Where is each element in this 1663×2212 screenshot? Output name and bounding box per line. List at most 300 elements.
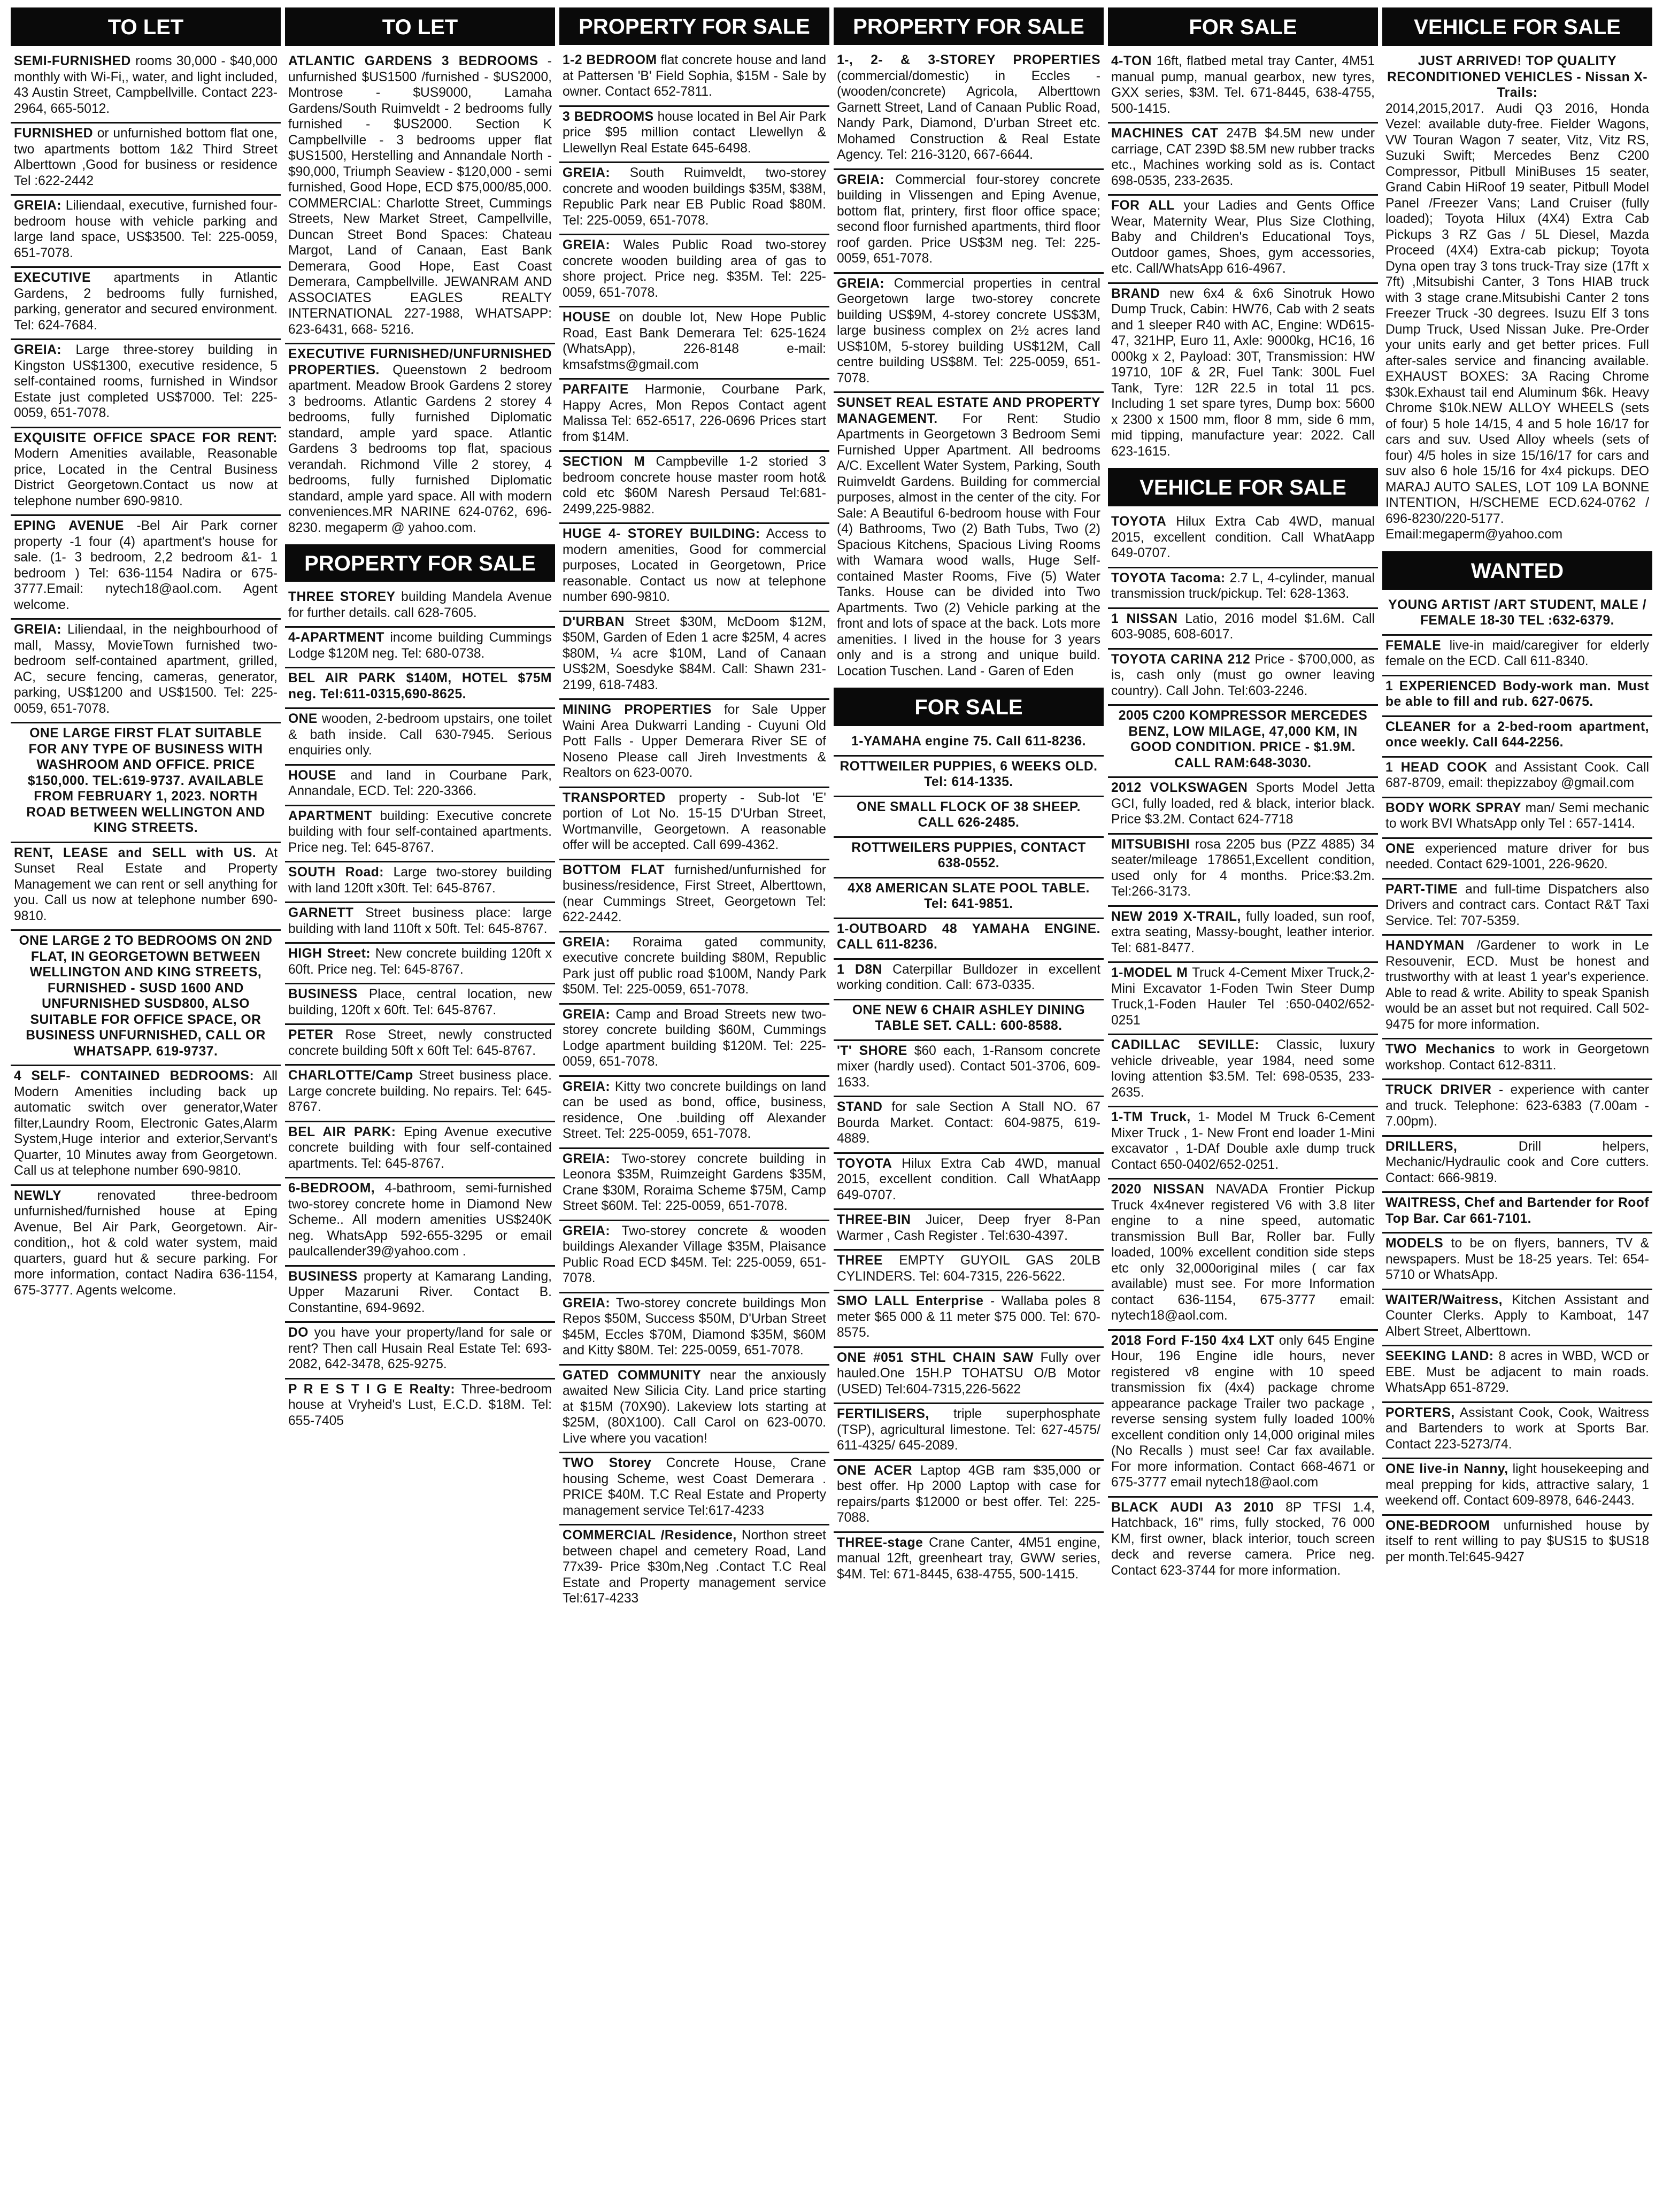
ad-lead: STAND <box>837 1100 883 1114</box>
ad-text: furnished/unfurnished for business/residence, First Street, Alberttown, (near Cummings Street, Georgetown Tel: 622-2442. <box>563 862 826 924</box>
classified-ad <box>1108 778 1378 835</box>
classified-ad <box>559 932 829 1005</box>
ad-text: Liliendaal, executive, furnished four-bedroom house with vehicle parking and large land space, US$3500. Tel: 225-0059, 651-7078. <box>14 198 278 260</box>
ad-lead: SOUTH Road: <box>288 865 384 880</box>
ad-text: Queenstown 2 bedroom apartment. Meadow Brook Gardens 2 storey 3 bedrooms. Atlantic Gardens 2 storey 4 bedrooms, fully furnished Diplomatic standard, ample yard space. Atlantic Gardens 3 bedrooms top flat, spacious verandah. Richmond Ville 2 storey, 4 bedrooms, fully furnished Diplomatic standard, ample yard space. All with modern conveniences.MR NARINE 624-0762, 696-8230. megaperm @ yahoo.com. <box>288 363 552 535</box>
ad-text: property - Sub-lot 'E' portion of Lot No. 15-15 D'Urban Street, Wortmanville, Georgetown. A reasonable offer will be accepted. Call 699-4362. <box>563 790 826 852</box>
section-header-property-for-sale: PROPERTY FOR SALE <box>285 544 555 582</box>
ad-lead: TOYOTA <box>837 1156 892 1171</box>
ad-text: Camp and Broad Streets new two-storey concrete building $60M, Cummings Lodge apartment building $120M. Tel: 225-0059, 651-7078. <box>563 1007 826 1069</box>
classified-ad <box>1108 1498 1378 1584</box>
ad-lead: FERTILISERS, <box>837 1407 929 1421</box>
ad-list <box>11 51 281 2201</box>
classified-ad <box>1108 650 1378 706</box>
ad-text: Juicer, Deep fryer 8-Pan Warmer , Cash Register . Tel:630-4397. <box>837 1213 1100 1243</box>
ad-lead: 4 SELF- CONTAINED BEDROOMS: <box>14 1069 255 1083</box>
classified-ad <box>559 163 829 235</box>
ad-lead: 1 NISSAN <box>1111 611 1178 626</box>
ad-text: only 645 Engine Hour, 196 Engine idle hours, never registered v8 engine with 10 speed transmission fix (4x4) package chrome appearance package Trailer two package , reverse sensing system fully loaded 100% excellent condition only 14,000 original miles (No Recalls ) must see! Car fax available. For more information. Contact 668-4671 or 675-3777 email nytech18@aol.com <box>1111 1333 1375 1490</box>
ad-lead: ROTTWEILERS PUPPIES, CONTACT 638-0552. <box>851 840 1086 870</box>
classified-ad <box>1108 1180 1378 1331</box>
classified-ad <box>1108 1035 1378 1107</box>
ad-text: Harmonie, Courbane Park, Happy Acres, Mon Repos Contact agent Malissa Tel: 652-6517, 226-0696 Prices start from $14M. <box>563 382 826 444</box>
classified-ad <box>559 50 829 107</box>
ad-lead: GREIA: <box>563 238 611 252</box>
ad-text: Street $30M, McDoom $12M, $50M, Garden of Eden 1 acre $25M, 4 acres $80M, ¼ acre $10M, Land of Canaan US$2M, Soesdyke $84M. Call: Shawn 231-2199, 618-7483. <box>563 614 826 692</box>
classified-ad <box>559 1525 829 1612</box>
ad-lead: GREIA: <box>837 276 885 291</box>
ad-text: you have your property/land for sale or rent? Then call Husain Real Estate Tel: 693-2082, 642-3478, 625-9275. <box>288 1325 552 1371</box>
classified-ad <box>1382 1459 1652 1516</box>
ad-lead: GREIA: <box>563 1151 611 1166</box>
classified-ad <box>1382 1516 1652 1571</box>
classified-ad <box>1382 1290 1652 1347</box>
ad-lead: ONE live-in Nanny, <box>1385 1462 1508 1476</box>
ad-lead: GARNETT <box>288 906 354 920</box>
ad-lead: ONE #051 STHL CHAIN SAW <box>837 1350 1034 1365</box>
classified-ad <box>1108 284 1378 465</box>
classified-ad <box>285 668 555 709</box>
classified-ad <box>834 393 1104 684</box>
ad-lead: SEEKING LAND: <box>1385 1349 1494 1363</box>
ad-lead: FEMALE <box>1385 638 1442 653</box>
ad-text: rooms 30,000 - $40,000 monthly with Wi-Fi,, water, and light included, 43 Austin Street, Campbellville. Contact 223-2964, 665-5012. <box>14 54 278 116</box>
ad-lead: BEL AIR PARK $140M, HOTEL $75M neg. Tel:611-0315,690-8625. <box>288 671 552 702</box>
classified-ad <box>559 1005 829 1077</box>
classified-ad <box>285 587 555 628</box>
ad-text: building: Executive concrete building with four self-contained apartments. Price neg. Tel: 645-8767. <box>288 808 552 855</box>
classified-ad <box>11 51 281 124</box>
classified-ad <box>834 797 1104 838</box>
classified-ad <box>285 1122 555 1179</box>
ad-lead: THREE STOREY <box>288 590 396 604</box>
ad-lead: BEL AIR PARK: <box>288 1124 396 1139</box>
classified-ad <box>285 1025 555 1066</box>
ad-lead: PETER <box>288 1028 334 1042</box>
ad-lead: BLACK AUDI A3 2010 <box>1111 1500 1274 1515</box>
ad-text: Crane Canter, 4M51 engine, manual 12ft, greenheart tray, GWW series, $4M. Tel: 671-8445, 638-4755, 500-1415. <box>837 1535 1100 1582</box>
classified-ad <box>1108 609 1378 650</box>
ad-text: NAVADA Frontier Pickup Truck 4x4never registered V6 with 3.8 liter engine to a nine speed, automatic transmission Bull Bar, Roller bar. Fully loaded, 100% excellent condition side steps etc only 32,000original miles ( car fax available) must see. For more Information contact 636-1154, 675-3777 email: nytech18@aol.com. <box>1111 1182 1375 1323</box>
ad-text: apartments in Atlantic Gardens, 2 bedrooms fully furnished, parking, generator and secured environment. Tel: 624-7684. <box>14 271 278 333</box>
ad-lead: 2020 NISSAN <box>1111 1182 1205 1197</box>
ad-lead: THREE-BIN <box>837 1213 911 1227</box>
ad-lead: ONE ACER <box>837 1463 912 1478</box>
classified-ad <box>1382 676 1652 717</box>
ad-lead: SUNSET REAL ESTATE AND PROPERTY MANAGEMENT. <box>837 396 1100 426</box>
ad-list <box>285 587 555 2201</box>
ad-text: to be on flyers, banners, TV & newspapers. Must be 18-25 years. Tel: 654-5710 or WhatsApp. <box>1385 1236 1649 1282</box>
classified-ad <box>285 1267 555 1323</box>
ad-lead: GREIA: <box>14 198 62 213</box>
ad-text: 4-bathroom, semi-furnished two-storey concrete home in Diamond New Scheme.. All modern amenities US$240K neg. WhatsApp 592-655-3295 or email paulcallender39@yahoo.com . <box>288 1181 552 1259</box>
classified-ad <box>11 1186 281 1304</box>
ad-lead: TWO Mechanics <box>1385 1042 1496 1057</box>
ad-lead: CLEANER for a 2-bed-room apartment, once weekly. Call 644-2256. <box>1385 719 1649 750</box>
classified-ad <box>1108 1107 1378 1180</box>
classified-ad <box>1382 595 1652 636</box>
ad-text: fully loaded, sun roof, extra seating, Massy-bought, leather interior. Tel: 681-8477. <box>1111 909 1375 955</box>
classified-ad <box>559 612 829 700</box>
classified-ad <box>285 903 555 944</box>
classified-ad <box>834 1348 1104 1405</box>
section-header-for-sale: FOR SALE <box>1108 7 1378 46</box>
ad-lead: 3 BEDROOMS <box>563 109 654 124</box>
ad-lead: JUST ARRIVED! TOP QUALITY RECONDITIONED VEHICLES - Nissan X-Trails: <box>1387 54 1648 100</box>
ad-text: new 6x4 & 6x6 Sinotruk Howo Dump Truck, Cabin: HW76, Cab with 2 seats and 1 sleeper R40 with AC, Engine: WD615-47, 321HP, Euro 11, Axle: 9000kg, HC16, 16 000kg x 2, Payload: 30T, Transmission: HW 19710, 10F & 2R, Fuel Tank: 300L Fuel Tank, Tyre: 12R 22.5 in total 11 pcs. Including 1 set spare tyres, Dump box: 5600 x 2300 x 1500 mm, floor 8 mm, side 6 mm, mid tipping, manufacture year: 2022. Call 623-1615. <box>1111 286 1375 459</box>
classified-ad <box>1382 936 1652 1039</box>
ad-lead: COMMERCIAL /Residence, <box>563 1528 737 1543</box>
classified-ad <box>11 124 281 196</box>
classified-ad <box>1382 1039 1652 1080</box>
ad-lead: HOUSE <box>288 768 336 783</box>
ad-lead: PART-TIME <box>1385 882 1458 897</box>
ad-text: and full-time Dispatchers also Drivers and contract cars. Contact R&T Taxi Service. Tel: 707-5359. <box>1385 882 1649 928</box>
classified-ad <box>559 452 829 524</box>
column-2 <box>285 7 555 2201</box>
ad-lead: WAITRESS, Chef and Bartender for Roof Top Bar. Car 661-7101. <box>1385 1196 1649 1226</box>
classified-ad <box>559 107 829 164</box>
ad-lead: 4X8 AMERICAN SLATE POOL TABLE. Tel: 641-9851. <box>848 881 1090 911</box>
ad-text: experienced mature driver for bus needed. Contact 629-1001, 226-9620. <box>1385 841 1649 872</box>
section-header-property-for-sale: PROPERTY FOR SALE <box>834 7 1104 45</box>
section-header-for-sale: FOR SALE <box>834 688 1104 726</box>
ad-text: Latio, 2016 model $1.6M. Call 603-9085, 608-6017. <box>1111 611 1375 642</box>
ad-lead: 1-TM Truck, <box>1111 1110 1191 1124</box>
ad-lead: 1 HEAD COOK <box>1385 760 1488 775</box>
classified-ad <box>559 1077 829 1149</box>
ad-text: man/ Semi mechanic to work BVI WhatsApp only Tel : 657-1414. <box>1385 800 1649 831</box>
classified-ad <box>1382 880 1652 936</box>
ad-text: Modern Amenities available, Reasonable price, Located in the Central Business District Georgetown.Contact us now at telephone number 690-9810. <box>14 446 278 508</box>
ad-list <box>1108 512 1378 2201</box>
ad-text: flat concrete house and land at Pattersen 'B' Field Sophia, $15M - Sale by owner. Contact 652-7811. <box>563 53 826 99</box>
ad-text: Roraima gated community, executive concrete building $80M, Republic Park just off public road $100M, Nandy Park $50M. Tel: 225-0059, 651-7078. <box>563 935 826 997</box>
classified-ad <box>1382 1080 1652 1137</box>
ad-lead: ONE LARGE FIRST FLAT SUITABLE FOR ANY TYPE OF BUSINESS WITH WASHROOM AND OFFICE. PRICE $150,000. TEL:619-9737. AVAILABLE FROM FEBRUARY 1, 2023. NORTH ROAD BETWEEN WELLINGTON AND KING STREETS. <box>26 726 265 835</box>
ad-lead: GREIA: <box>563 1079 611 1094</box>
ad-text: Street business place. Large concrete building. No repairs. Tel: 645-8767. <box>288 1068 552 1114</box>
classified-ad <box>559 788 829 860</box>
ad-lead: ONE NEW 6 CHAIR ASHLEY DINING TABLE SET. CALL: 600-8588. <box>852 1003 1085 1033</box>
ad-lead: 2005 C200 KOMPRESSOR MERCEDES BENZ, LOW MILAGE, 47,000 KM, IN GOOD CONDITION. PRICE - $1.9M. CALL RAM:648-3030. <box>1118 708 1368 770</box>
classified-ad <box>1382 1234 1652 1290</box>
section-header-property-for-sale: PROPERTY FOR SALE <box>559 7 829 45</box>
ad-text: renovated three-bedroom unfurnished/furnished house at Eping Avenue, Bel Air Park, Georgetown. Air-condition,, hot & cold water system, maid quarters, guard hut & secure parking. For more information, contact Nadira 636-1154, 675-3777. Agents welcome. <box>14 1188 278 1298</box>
ad-text: 1- Model M Truck 6-Cement Mixer Truck , 1- New Front end loader 1-Mini excavator , 1-DAf Double axle dump truck Contact 650-0402/652-0251. <box>1111 1110 1375 1172</box>
ad-lead: WAITER/Waitress, <box>1385 1292 1503 1307</box>
classified-ad <box>1108 196 1378 284</box>
classified-ad <box>1108 963 1378 1035</box>
ad-lead: CADILLAC SEVILLE: <box>1111 1038 1260 1052</box>
classified-ad <box>834 838 1104 878</box>
classified-ad <box>11 428 281 517</box>
ad-text: Hilux Extra Cab 4WD, manual 2015, excellent condition. Call WhatAapp 649-0707. <box>837 1156 1100 1203</box>
ad-text: -Bel Air Park corner property -1 four (4) apartment's house for sale. (1- 3 bedroom, 2,2 bedroom &1- 1 bedroom ) Tel: 636-1154 Nadira or 675-3777.Email: nytech18@aol.com. Agent welcome. <box>14 519 278 612</box>
ad-text: house located in Bel Air Park price $95 million contact Llewellyn & Llewellyn Real Estate 645-6498. <box>563 109 826 156</box>
classified-ad <box>1108 706 1378 778</box>
ad-text: on double lot, New Hope Public Road, East Bank Demerara Tel: 625-1624 (WhatsApp), 226-8148 e-mail: kmsafstms@gmail.com <box>563 310 826 372</box>
ad-lead: BOTTOM FLAT <box>563 862 665 877</box>
classified-ad <box>834 1154 1104 1211</box>
classified-ad <box>1108 568 1378 609</box>
classified-ad <box>559 700 829 788</box>
section-header-to-let: TO LET <box>11 7 281 46</box>
classified-ad <box>834 1404 1104 1461</box>
classified-ad <box>11 268 281 340</box>
ad-lead: THREE-stage <box>837 1535 923 1550</box>
ad-lead: BODY WORK SPRAY <box>1385 800 1521 815</box>
ad-lead: TRANSPORTED <box>563 790 666 805</box>
classified-ad <box>1108 124 1378 196</box>
ad-lead: BUSINESS <box>288 987 358 1001</box>
ad-text: Laptop 4GB ram $35,000 or best offer. Hp 2000 Laptop with case for repairs/parts $12000 or best offer. Tel: 225-7088. <box>837 1463 1101 1525</box>
ad-text: Place, central location, new building, 120ft x 60ft. Tel: 645-8767. <box>288 987 552 1018</box>
ad-text: for Sale Upper Waini Area Dukwarri Landing - Cuyuni Old Pott Falls - Upper Demerara River SE of Noseno Please call Jireh Investments & Realtors on 623-0070. <box>563 703 826 780</box>
ad-text: Kitchen Assistant and Counter Clerks. Apply to Kamboat, 147 Albert Street, Alberttown. <box>1385 1292 1649 1339</box>
ad-lead: 1-YAMAHA engine 75. Call 611-8236. <box>851 734 1086 749</box>
classified-ad <box>1108 51 1378 124</box>
ad-lead: MINING PROPERTIES <box>563 703 712 717</box>
classified-ad <box>11 620 281 723</box>
ad-lead: HOUSE <box>563 310 611 325</box>
ad-text: EMPTY GUYOIL GAS 20LB CYLINDERS. Tel: 604-7315, 226-5622. <box>837 1253 1100 1284</box>
ad-lead: DRILLERS, <box>1385 1139 1458 1154</box>
classified-ad <box>285 709 555 766</box>
classified-ad <box>1382 636 1652 676</box>
ad-lead: 1 D8N <box>837 962 882 977</box>
ad-lead: BUSINESS <box>288 1269 358 1284</box>
ad-text: Liliendaal, in the neighbourhood of mall, Massy, MovieTown furnished two-bedroom self-contained apartment, grilled, AC, secure fencing, cameras, generator, parking, US$1200 and US$1500. Tel: 225-0059, 651-7078. <box>14 622 278 716</box>
ad-lead: GREIA: <box>837 172 885 187</box>
classified-ad <box>834 1533 1104 1588</box>
ad-text: property at Kamarang Landing, Upper Mazaruni River. Contact B. Constantine, 694-9692. <box>288 1269 552 1315</box>
ad-lead: PARFAITE <box>563 382 629 397</box>
classified-ad <box>285 628 555 668</box>
classified-ad <box>834 1000 1104 1041</box>
ad-lead: SMO LALL Enterprise <box>837 1294 984 1308</box>
ad-lead: GREIA: <box>563 166 611 180</box>
section-header-wanted: WANTED <box>1382 551 1652 590</box>
ad-lead: 4-TON <box>1111 54 1152 68</box>
ad-text: All Modern Amenities including back up automatic switch over generator,Water filter,Laundry Room, Electronic Gates,Alarm System,Huge interior and exterior,Servant's Quarter, 10 Minutes away from Georgetown. Call us at telephone number 690-9810. <box>14 1069 278 1178</box>
ad-lead: MITSUBISHI <box>1111 837 1190 852</box>
classified-ad <box>834 731 1104 757</box>
ad-lead: GREIA: <box>563 1007 611 1022</box>
ad-text: $60 each, 1-Ransom concrete mixer (hardly used). Contact 501-3706, 609-1633. <box>837 1043 1100 1090</box>
classified-ad <box>1382 839 1652 880</box>
ad-text: Concrete House, Crane housing Scheme, west Coast Demerara . PRICE $40M. T.C Real Estate and Property management service Tel:617-4233 <box>563 1456 826 1518</box>
column-4 <box>834 7 1104 2201</box>
classified-ad <box>1382 51 1652 548</box>
ad-text: Three-bedroom house at Vryheid's Lust, E.C.D. $18M. Tel: 655-7405 <box>288 1382 552 1428</box>
ad-lead: 1-2 BEDROOM <box>563 53 657 67</box>
classified-ad <box>285 944 555 984</box>
ad-lead: EXECUTIVE FURNISHED/UNFURNISHED PROPERTIES. <box>288 347 552 377</box>
ad-text: unfurnished house by itself to rent willing to pay $US15 to $US18 per month.Tel:645-9427 <box>1385 1518 1649 1564</box>
column-3 <box>559 7 829 2201</box>
ad-text: 2014,2015,2017. Audi Q3 2016, Honda Vezel: available duty-free. Fielder Wagons, VW Touran Wagon 7 seater, Vitz, Vitz RS, Suzuki Swift; Mercedes Benz C200 Compressor, Pitbull MiniBuses 15 seater, Grand Cabin HiRoof 19 seater, Pitbull Model Panel /Freezer Vans; Land Cruiser (fully loaded); Toyota Hilux (4X4) Extra Cab Pickups 3 RZ Gas / 5L Diesel, Mazda Proceed (4X4) Extra-cab pickup; Toyota Dyna open tray 3 tons truck-Tray size (17ft x 7ft) ,Mitsubishi Canter, 3 Tons HIAB truck with 3 stage crane.Mitsubishi Canter 2 tons Freezer Truck -30 degrees. Isuzu Elf 3 tons Dump Truck, Used Nissan Juke. Pre-Order your units early and get better prices. Full after-sales service and financing available. EXHAUST BOXES: 3A Racing Chrome $30k.Exhaust tail end Aluminum $6k. Heavy Chrome $10k.NEW ALLOY WHEELS (sets of four) 5 hole 14/15, 4 and 5 hole 16/17 for cars and suv. Used Alloy wheels (sets of four) 4/5 holes in size 15/16/17 for cars and suv also 6 hole 15/16 for 4x4 pickups. DEO MARAJ AUTO SALES, LOT 109 LA BONNE INTENTION, H/SCHEME ECD.624-0762 / 696-8230/220-5177. Email:megaperm@yahoo.com <box>1385 101 1649 542</box>
classified-ad <box>11 1066 281 1186</box>
ad-text: Large two-storey building with land 120ft x30ft. Tel: 645-8767. <box>288 865 552 896</box>
ad-lead: APARTMENT <box>288 808 373 823</box>
classified-ad <box>1382 1193 1652 1234</box>
ad-text: Rose Street, newly constructed concrete building 50ft x 60ft Tel: 645-8767. <box>288 1028 552 1058</box>
ad-text: Price - $700,000, as is, cash only (must go owner leaving country). Call John. Tel:603-2246. <box>1111 652 1375 698</box>
ad-lead: 2012 VOLKSWAGEN <box>1111 781 1248 795</box>
ad-text: Eping Avenue executive concrete building with four self-contained apartments. Tel: 645-8767. <box>288 1124 552 1171</box>
ad-lead: ONE <box>288 712 318 726</box>
section-header-vehicle-for-sale: VEHICLE FOR SALE <box>1382 7 1652 46</box>
ad-lead: SEMI-FURNISHED <box>14 54 131 68</box>
ad-lead: GREIA: <box>14 343 62 357</box>
ad-lead: PORTERS, <box>1385 1405 1455 1420</box>
classified-ad <box>559 307 829 380</box>
ad-lead: EXECUTIVE <box>14 271 91 285</box>
classified-ad <box>559 524 829 612</box>
classified-ad <box>11 843 281 931</box>
classified-ad <box>834 919 1104 960</box>
classified-ad <box>285 1379 555 1435</box>
ad-text: Two-storey concrete & wooden buildings Alexander Village $35M, Plaisance Public Road ECD $45M. Tel: 225-0059, 651-7078. <box>563 1223 826 1285</box>
ad-lead: CHARLOTTE/Camp <box>288 1068 413 1083</box>
ad-lead: 1-, 2- & 3-STOREY PROPERTIES <box>837 53 1100 67</box>
classified-ad <box>834 1291 1104 1348</box>
section-header-to-let: TO LET <box>285 7 555 46</box>
ad-lead: MACHINES CAT <box>1111 126 1219 141</box>
classified-ad <box>834 1041 1104 1098</box>
ad-text: for sale Section A Stall NO. 67 Bourda Market. Contact: 604-9875, 619-4889. <box>837 1100 1100 1146</box>
ad-text: Two-storey concrete building in Leonora $35M, Ruimzeight Gardens $35M, Crane $30M, Roraima Scheme $75M, Camp Street $60M. Tel: 225-0059, 651-7078. <box>563 1151 826 1213</box>
ad-text: income building Cummings Lodge $120M neg. Tel: 680-0738. <box>288 630 552 661</box>
classified-ad <box>834 1461 1104 1533</box>
ad-lead: TWO Storey <box>563 1456 652 1470</box>
ad-text: - experience with canter and truck. Telephone: 623-6383 (7.00am - 7.00pm). <box>1385 1083 1650 1129</box>
ad-text: 8P TFSI 1.4, Hatchback, 16" rims, fully stocked, 76 000 KM, first owner, black interior, touch screen deck and reverse camera. Price neg. Contact 623-3744 for more information. <box>1111 1500 1375 1578</box>
classified-ad <box>834 170 1104 274</box>
classified-ad <box>559 380 829 452</box>
classified-ad <box>1382 1346 1652 1403</box>
ad-list <box>559 50 829 2201</box>
ad-lead: 2018 Ford F-150 4x4 LXT <box>1111 1333 1275 1348</box>
classified-ad <box>834 1097 1104 1154</box>
ad-lead: TOYOTA Tacoma: <box>1111 571 1226 585</box>
ad-lead: DO <box>288 1325 309 1340</box>
ad-lead: 6-BEDROOM, <box>288 1181 375 1196</box>
classified-ad <box>1382 798 1652 839</box>
ad-lead: P R E S T I G E Realty: <box>288 1382 456 1397</box>
ad-lead: ONE-BEDROOM <box>1385 1518 1490 1533</box>
ad-text: Caterpillar Bulldozer in excellent working condition. Call: 673-0335. <box>837 962 1100 992</box>
classified-ad <box>285 806 555 863</box>
classified-ad <box>834 274 1104 394</box>
ad-list <box>834 50 1104 684</box>
ad-lead: ONE SMALL FLOCK OF 38 SHEEP. CALL 626-2485. <box>857 799 1081 830</box>
classified-ad <box>559 1453 829 1525</box>
ad-lead: GREIA: <box>563 1223 611 1238</box>
ad-text: Assistant Cook, Cook, Waitress and Bartenders to work at Sports Bar. Contact 223-5273/74. <box>1385 1405 1649 1452</box>
ad-lead: FOR ALL <box>1111 198 1175 213</box>
ad-text: light housekeeping and meal prepping for kids, attractive salary, 1 weekend off. Contact 609-8978, 646-2443. <box>1385 1462 1649 1508</box>
ad-text: and land in Courbane Park, Annandale, ECD. Tel: 220-3366. <box>288 768 552 798</box>
classified-ad <box>1382 1403 1652 1460</box>
ad-text: 8 acres in WBD, WCD or EBE. Must be adjacent to main roads. WhatsApp 651-8729. <box>1385 1349 1649 1395</box>
classified-ad <box>559 1293 829 1366</box>
ad-text: Campbeville 1-2 storied 3 bedroom concrete house master room hot& cold etc $60M Naresh Persaud Tel:681-2499,225-9882. <box>563 454 826 517</box>
column-6 <box>1382 7 1652 2201</box>
column-5 <box>1108 7 1378 2201</box>
column-1 <box>11 7 281 2201</box>
ad-lead: EXQUISITE OFFICE SPACE FOR RENT: <box>14 430 278 445</box>
ad-lead: RENT, LEASE and SELL with US. <box>14 845 257 860</box>
ad-text: Fully over hauled.One 15H.P TOHATSU O/B Motor (USED) Tel:604-7315,226-5622 <box>837 1350 1101 1397</box>
ad-text: Commercial properties in central Georgetown large two-storey concrete building US$9M, 4-storey concrete US$3M, large business complex on 2½ acres land US$10M, 5-storey building US$12M, Call centre building US$8M. Tel: 225-0059, 651-7078. <box>837 276 1100 386</box>
classified-ad <box>559 860 829 932</box>
ad-text: Two-storey concrete buildings Mon Repos $50M, Success $50M, D'Urban Street $45M, Eccles $70M, Diamond $35M, $60M and Kitty $80M. Tel: 225-0059, 651-7078. <box>563 1296 827 1358</box>
ad-lead: TOYOTA CARINA 212 <box>1111 652 1251 667</box>
classified-ad <box>559 1221 829 1293</box>
ad-text: New concrete building 120ft x 60ft. Price neg. Tel: 645-8767. <box>288 946 552 977</box>
ad-lead: TOYOTA <box>1111 514 1167 529</box>
ad-text: - unfurnished $US1500 /furnished - $US2000, Montrose - $US9000, Lamaha Gardens/South Ruimveldt - 2 bedrooms fully furnished - $US2000. Section K Campbellville - 3 bedrooms upper flat $US1500, Herstelling and Annandale North - $90,000, Triumph Seaview - $120,000 - semi furnished, Good Hope, ECD $75,000/85,000. COMMERCIAL: Charlotte Street, Cummings Streets, New Market Street, Campellville, Duncan Street Bond Spaces: Chateau Margot, Land of Canaan, East Bank Demerara, Good Hope, East Coast Demerara, Campbellville. JEWANRAM AND ASSOCIATES EAGLES REALTY INTERNATIONAL 227-1988, WHATSAPP: 623-6431, 668- 5216. <box>288 54 552 337</box>
ad-text: Northon street between chapel and cemetery Road, Land 77x39- Price $30m,Neg .Contact T.C Real Estate and Property management service Tel:617-4233 <box>563 1528 826 1606</box>
ad-lead: BRAND <box>1111 286 1160 301</box>
ad-text: building Mandela Avenue for further details. call 628-7605. <box>288 590 552 620</box>
ad-lead: ROTTWEILER PUPPIES, 6 WEEKS OLD. Tel: 614-1335. <box>840 759 1098 789</box>
ad-text: At Sunset Real Estate and Property Management we can rent or sell anything for you. Call us now at telephone number 690-9810. <box>14 845 278 923</box>
ad-lead: ONE LARGE 2 TO BEDROOMS ON 2ND FLAT, IN GEORGETOWN BETWEEN WELLINGTON AND KING STREETS, FURNISHED - SUSD 1600 AND UNFURNISHED SUSD800, ALSO SUITABLE FOR OFFICE SPACE, OR BUSINESS UNFURNISHED, CALL OR WHATSAPP. 619-9737. <box>19 934 273 1059</box>
ad-lead: D'URBAN <box>563 614 625 629</box>
ad-lead: MODELS <box>1385 1236 1444 1251</box>
ad-list <box>1382 595 1652 2202</box>
ad-text: Hilux Extra Cab 4WD, manual 2015, excellent condition. Call WhatAapp 649-0707. <box>1111 514 1375 560</box>
classified-ad <box>1108 907 1378 964</box>
ad-text: 16ft, flatbed metal tray Canter, 4M51 manual pump, manual gearbox, new tyres, GXX series, $3M. Tel. 671-8445, 638-4755, 500-1415. <box>1111 54 1375 116</box>
classified-ad <box>1382 1137 1652 1193</box>
ad-text: to work in Georgetown workshop. Contact 612-8311. <box>1385 1042 1649 1073</box>
ad-text: 247B $4.5M new under carriage, CAT 239D $8.5M new rubber tracks etc., Machines working sold as is. Contact 698-0535, 233-2635. <box>1111 126 1375 188</box>
ad-text: Kitty two concrete buildings on land can be used as bond, office, business, residence, One .building off Alexander Street. Tel: 225-0059, 651-7078. <box>563 1079 826 1141</box>
ad-lead: 1-OUTBOARD 48 YAMAHA ENGINE. CALL 611-8236. <box>837 921 1100 952</box>
classified-ad <box>285 51 555 344</box>
ad-text: 2.7 L, 4-cylinder, manual transmission truck/pickup. Tel: 628-1363. <box>1111 571 1375 601</box>
ad-text: - Wallaba poles 8 meter $65 000 & 11 meter $75 000. Tel: 670-8575. <box>837 1294 1100 1340</box>
ad-lead: ONE <box>1385 841 1415 856</box>
classified-ad <box>285 1323 555 1379</box>
ad-lead: ATLANTIC GARDENS 3 BEDROOMS <box>288 54 538 68</box>
classified-ad <box>559 1366 829 1454</box>
ad-list <box>1382 51 1652 548</box>
ad-lead: EPING AVENUE <box>14 519 124 533</box>
classified-ad <box>1382 758 1652 798</box>
ad-text: South Ruimveldt, two-storey concrete and wooden buildings $35M, $38M, Republic Park near EB Public Road $80M. Tel: 225-0059, 651-7078. <box>563 166 826 228</box>
ad-text: For Rent: Studio Apartments in Georgetown 3 Bedroom Semi Furnished Upper Apartment. All bedrooms A/C. Excellent Water System, Parking, South Ruimveldt Gardens. Building for commercial purposes, almost in the center of the city. For Sale: A Beautiful 6-bedroom house with Four (4) Bathrooms, Two (2) Bath Tubs, Two (2) Spacious Kitchens, Spacious Living Rooms with Wamara wood walls, Huge Self-contained Master Rooms, Five (5) Water Tanks. House can be divided into Two Apartments. Two (2) Vehicle parking at the front and lots of space at the back. Lots more amenities. I lived in the house for 3 years only and is a strong and unique build. Location Tuschen. Land - Garen of Eden <box>837 411 1100 679</box>
ad-text: near the anxiously awaited New Silicia City. Land price starting at $15M (70X90). Lakeview lots starting at $25M, (80X100). Call Carol on 623-0070. Live where you vacation! <box>563 1368 826 1446</box>
ad-text: Truck 4-Cement Mixer Truck,2-Mini Excavator 1-Foden Twin Steer Dump Truck,1-Foden Hauler Tel :650-0402/652-0251 <box>1111 966 1375 1028</box>
ad-lead: FURNISHED <box>14 126 93 141</box>
ad-lead: HUGE 4- STOREY BUILDING: <box>563 527 760 541</box>
classified-ad <box>834 878 1104 919</box>
ad-text: (commercial/domestic) in Eccles - (wooden/concrete) Agricola, Alberttown Garnett Street, Land of Canaan Public Road, Nandy Park, Diamond, D'urban Street etc. Mohamed Construction & Real Estate Agency. Tel: 216-3120, 667-6644. <box>837 68 1100 162</box>
ad-lead: NEW 2019 X-TRAIL, <box>1111 909 1241 924</box>
ad-lead: GREIA: <box>14 622 62 637</box>
ad-text: /Gardener to work in Le Resouvenir, ECD. Must be honest and trustworthy with at least 1 year's experience. Able to read & write. Ability to speak Spanish would be an asset but not required. Call 502-9475 for more information. <box>1385 938 1649 1032</box>
ad-text: Sports Model Jetta GCI, fully loaded, red & black, interior black. Price $3.2M. Contact 624-7718 <box>1111 781 1375 827</box>
ad-lead: HANDYMAN <box>1385 938 1465 953</box>
ad-text: Street business place: large building with land 110ft x 50ft. Tel: 645-8767. <box>288 906 552 936</box>
classified-ad <box>285 862 555 903</box>
classified-ad <box>11 931 281 1066</box>
